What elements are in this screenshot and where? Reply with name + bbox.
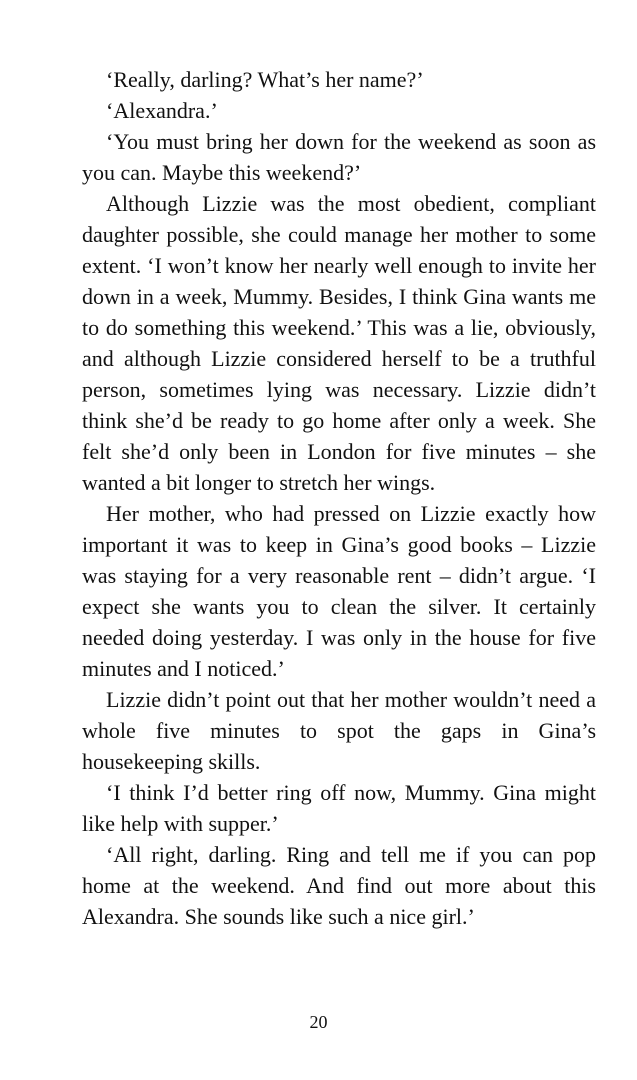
page-number: 20 — [309, 1012, 328, 1032]
page-text-block — [82, 64, 596, 932]
paragraph: Lizzie didn’t point out that her mother wouldn’t need a whole five minutes to spot the gaps in Gina’s housekeeping skills. — [82, 687, 596, 774]
paragraph: ‘Alexandra.’ — [106, 98, 218, 123]
paragraph: ‘I think I’d better ring off now, Mummy. Gina might like help with supper.’ — [82, 780, 596, 836]
paragraph: Her mother, who had pressed on Lizzie exactly how important it was to keep in Gina’s good books – Lizzie was staying for a very reasonable rent – didn’t argue. ‘I expect she wants you to clean the silver. It certainly needed doing yesterday. I was only in the house for five minutes and I noticed.’ — [82, 501, 596, 681]
paragraph: ‘You must bring her down for the weekend as soon as you can. Maybe this weekend?’ — [82, 129, 596, 185]
paragraph: ‘All right, darling. Ring and tell me if you can pop home at the weekend. And find out more about this Alexandra. She sounds like such a nice girl.’ — [82, 842, 596, 929]
paragraph: Although Lizzie was the most obedient, compliant daughter possible, she could manage her mother to some extent. ‘I won’t know her nearly well enough to invite her down in a week, Mummy. Besides, I think Gina wants me to do something this weekend.’ This was a lie, obviously, and although Lizzie considered herself to be a truthful person, sometimes lying was necessary. Lizzie didn’t think she’d be ready to go home after only a week. She felt she’d only been in London for five minutes – she wanted a bit longer to stretch her wings. — [82, 191, 596, 495]
paragraph: ‘Really, darling? What’s her name?’ — [106, 67, 424, 92]
